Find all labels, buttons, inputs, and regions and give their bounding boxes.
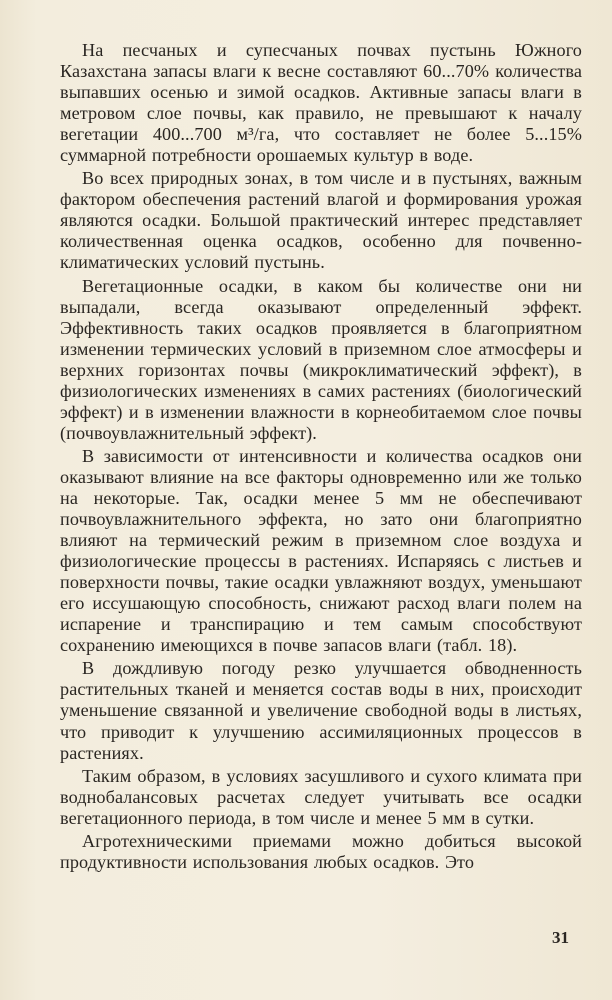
paragraph: Таким образом, в условиях засушливого и сухого климата при воднобалансовых расчетах следует учитывать все осадки вегетационного периода, в том числе и менее 5 мм в сутки. xyxy=(60,765,582,828)
paragraph: На песчаных и супесчаных почвах пустынь Южного Казахстана запасы влаги к весне составляют 60...70% количества выпавших осенью и зимой осадков. Активные запасы влаги в метровом слое почвы, как правило, не превышают к началу вегетации 400...700 м³/га, что составляет не более 5...15% суммарной потребности орошаемых культур в воде. xyxy=(60,40,582,166)
paragraph: Во всех природных зонах, в том числе и в пустынях, важным фактором обеспечения растений влагой и формирования урожая являются осадки. Большой практический интерес представляет количественная оценка осадков, особенно для почвенно-климатических условий пустынь. xyxy=(60,168,582,273)
body-text xyxy=(60,40,582,873)
page-number: 31 xyxy=(552,928,569,947)
paragraph: Агротехническими приемами можно добиться высокой продуктивности использования любых осадков. Это xyxy=(60,830,582,872)
paragraph: Вегетационные осадки, в каком бы количестве они ни выпадали, всегда оказывают определенный эффект. Эффективность таких осадков проявляется в благоприятном изменении термических условий в приземном слое атмосферы и верхних горизонтах почвы (микроклиматический эффект), в физиологических изменениях в самих растениях (биологический эффект) и в изменении влажности в корнеобитаемом слое почвы (почвоувлажнительный эффект). xyxy=(60,275,582,443)
paragraph: В дождливую погоду резко улучшается обводненность растительных тканей и меняется состав воды в них, происходит уменьшение связанной и увеличение свободной воды в листьях, что приводит к улучшению ассимиляционных процессов в растениях. xyxy=(60,658,582,763)
paragraph: В зависимости от интенсивности и количества осадков они оказывают влияние на все факторы одновременно или же только на некоторые. Так, осадки менее 5 мм не обеспечивают почвоувлажнительного эффекта, но зато они благоприятно влияют на термический режим в приземном слое воздуха и физиологические процессы в растениях. Испаряясь с листьев и поверхности почвы, такие осадки увлажняют воздух, уменьшают его иссушающую способность, снижают расход влаги полем на испарение и транспирацию и тем самым способствуют сохранению имеющихся в почве запасов влаги (табл. 18). xyxy=(60,445,582,656)
